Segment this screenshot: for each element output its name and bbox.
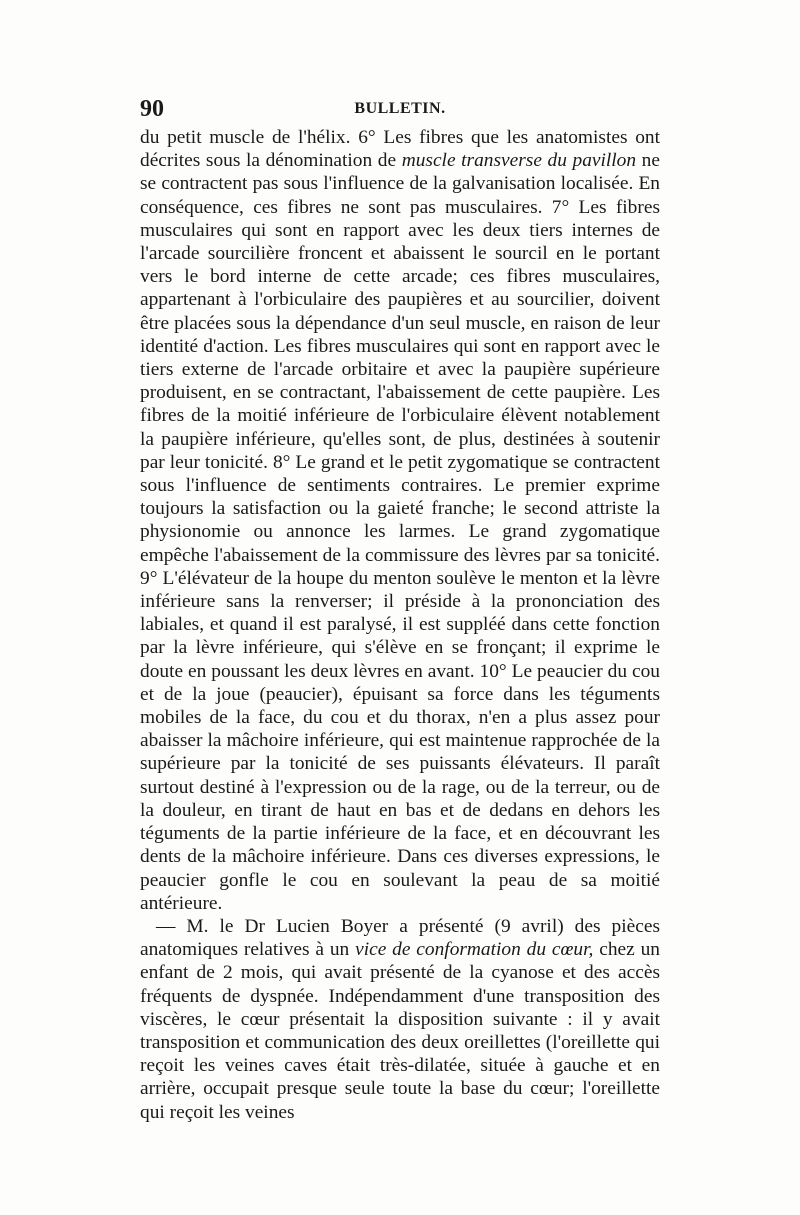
body-text: [140, 126, 660, 1124]
italic-phrase: vice de conformation du cœur,: [355, 939, 594, 961]
page-number: 90: [140, 96, 164, 122]
page-header: [140, 96, 660, 126]
paragraph-boyer-presentation: — M. le Dr Lucien Boyer a présenté (9 avril) des pièces anatomiques relatives à un vice de conformation du cœur, chez un enfant de 2 mois, qui avait présenté de la cyanose et des accès fréquents de dyspnée. Indépendamment d'une transposition des viscères, le cœur présentait la disposition suivante : il y avait transposition et communication des deux oreillettes (l'oreillette qui reçoit les veines caves était très-dilatée, située à gauche et en arrière, occupait presque seule toute la base du cœur; l'oreillette qui reçoit les veines: [140, 915, 660, 1123]
italic-phrase: muscle transverse du pavillon: [401, 150, 637, 172]
running-title: BULLETIN.: [354, 100, 446, 117]
paragraph-anatomy-findings: du petit muscle de l'hélix. 6° Les fibres que les anatomistes ont décrites sous la dénomination de muscle transverse du pavillon ne se contractent pas sous l'influence de la galvanisation localisée. En conséquence, ces fibres ne sont pas musculaires. 7° Les fibres musculaires qui sont en rapport avec les deux tiers internes de l'arcade sourcilière froncent et abaissent le sourcil en le portant vers le bord interne de cette arcade; ces fibres musculaires, appartenant à l'orbiculaire des paupières et au sourcilier, doivent être placées sous la dépendance d'un seul muscle, en raison de leur identité d'action. Les fibres musculaires qui sont en rapport avec le tiers externe de l'arcade orbitaire et avec la paupière supérieure produisent, en se contractant, l'abaissement de cette paupière. Les fibres de la moitié inférieure de l'orbiculaire élèvent notablement la paupière inférieure, qu'elles sont, de plus, destinées à soutenir par leur tonicité. 8° Le grand et le petit zygomatique se contractent sous l'influence de sentiments contraires. Le premier exprime toujours la satisfaction ou la gaieté franche; le second attriste la physionomie ou annonce les larmes. Le grand zygomatique empêche l'abaissement de la commissure des lèvres par sa tonicité. 9° L'élévateur de la houpe du menton soulève le menton et la lèvre inférieure sans la renverser; il préside à la prononciation des labiales, et quand il est paralysé, il est suppléé dans cette fonction par la lèvre inférieure, qui s'élève en se fronçant; il exprime le doute en poussant les deux lèvres en avant. 10° Le peaucier du cou et de la joue (peaucier), épuisant sa force dans les téguments mobiles de la face, du cou et du thorax, n'en a plus assez pour abaisser la mâchoire inférieure, qui est maintenue rapprochée de la supérieure par la tonicité de ses puissants élévateurs. Il paraît surtout destiné à l'expression ou de la rage, ou de la terreur, ou de la douleur, en tirant de haut en bas et de dedans en dehors les téguments de la partie inférieure de la face, et en découvrant les dents de la mâchoire inférieure. Dans ces diverses expressions, le peaucier gonfle le cou en soulevant la peau de sa moitié antérieure.: [140, 127, 660, 914]
